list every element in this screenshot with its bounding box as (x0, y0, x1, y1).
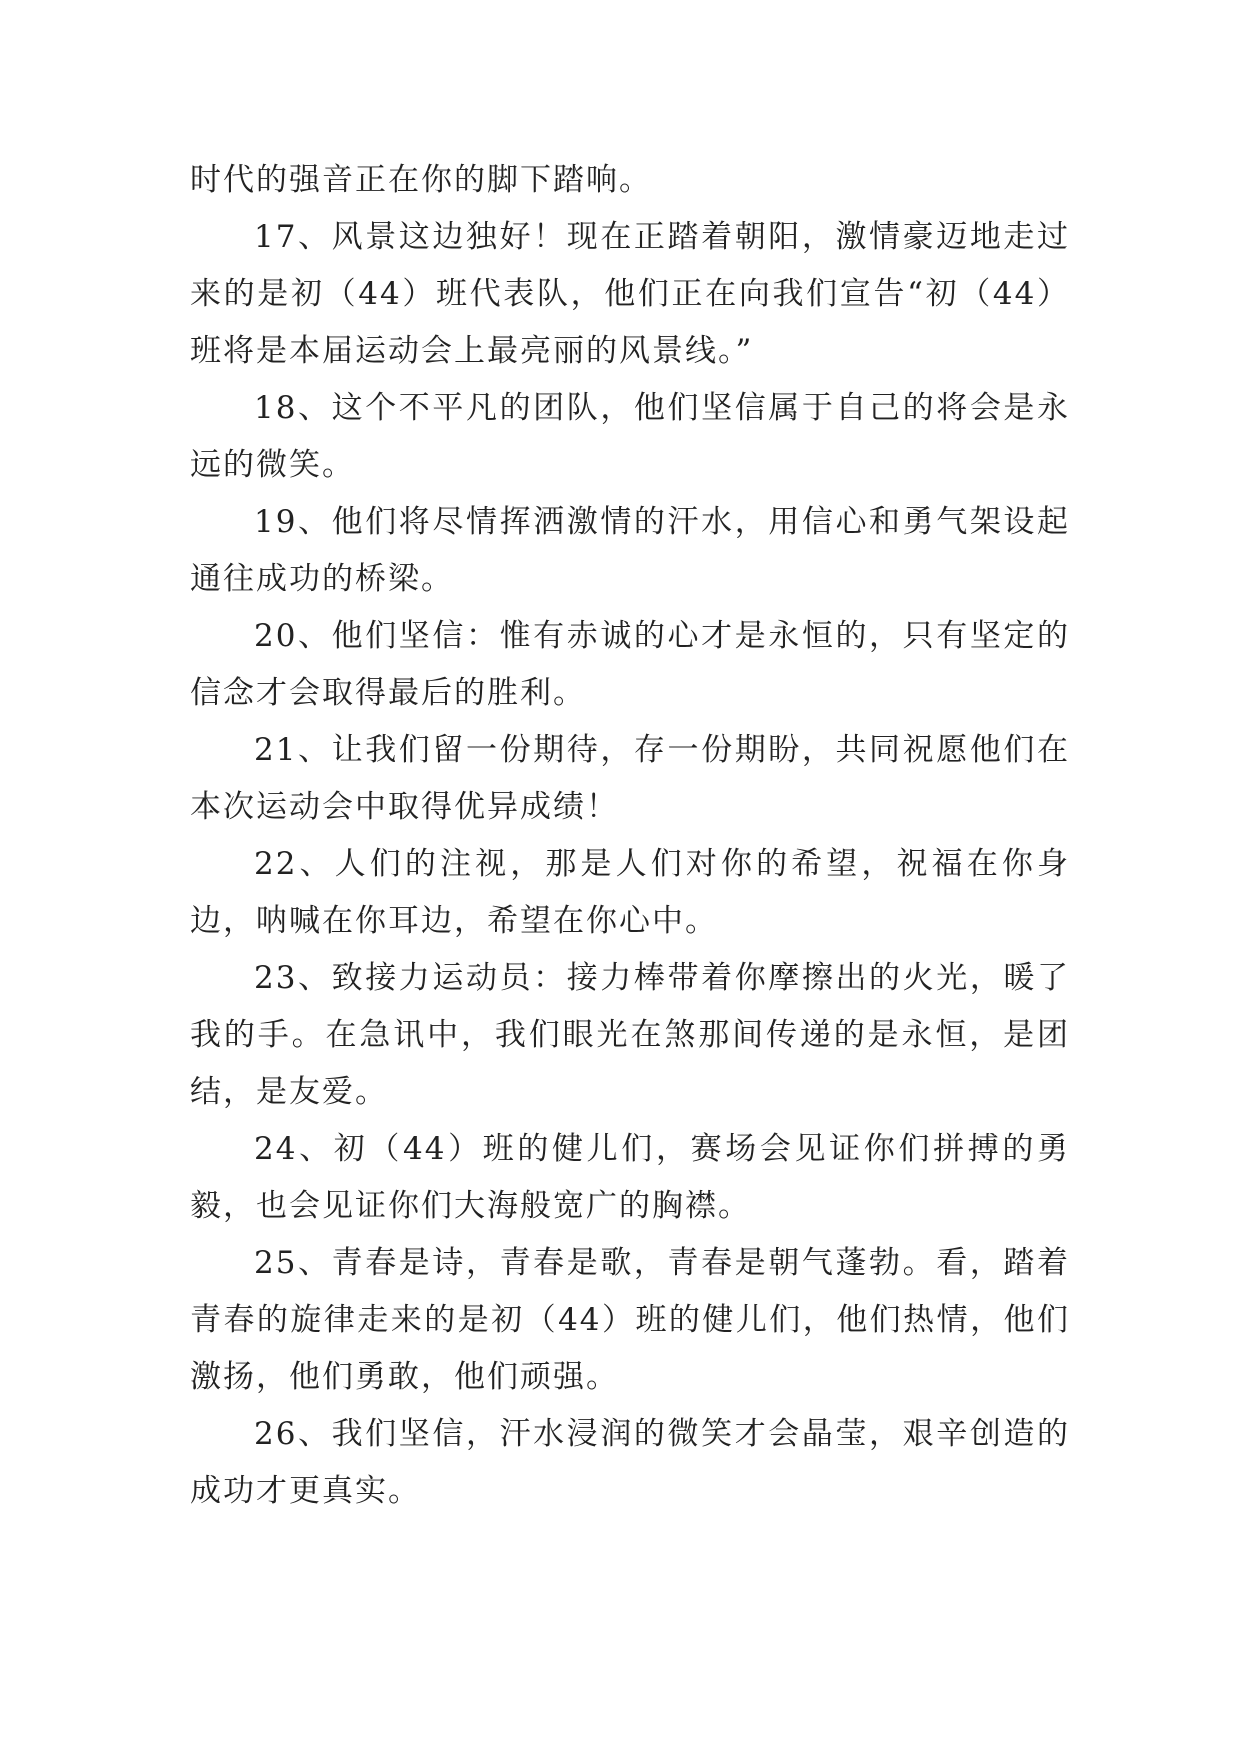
paragraph-item-25: 25、青春是诗，青春是歌，青春是朝气蓬勃。看，踏着青春的旋律走来的是初（44）班的健儿们，他们热情，他们激扬，他们勇敢，他们顽强。 (190, 1245, 1070, 1395)
paragraph-item-21: 21、让我们留一份期待，存一份期盼，共同祝愿他们在本次运动会中取得优异成绩！ (190, 732, 1070, 825)
paragraph-item-20: 20、他们坚信：惟有赤诚的心才是永恒的，只有坚定的信念才会取得最后的胜利。 (190, 618, 1070, 711)
paragraph-item-26: 26、我们坚信，汗水浸润的微笑才会晶莹，艰辛创造的成功才更真实。 (190, 1416, 1070, 1509)
document-body (190, 152, 1070, 1520)
paragraph-item-17: 17、风景这边独好！现在正踏着朝阳，激情豪迈地走过来的是初（44）班代表队，他们正在向我们宣告“初（44）班将是本届运动会上最亮丽的风景线。” (190, 219, 1070, 369)
paragraph-item-23: 23、致接力运动员：接力棒带着你摩擦出的火光，暖了我的手。在急讯中，我们眼光在煞那间传递的是永恒，是团结，是友爱。 (190, 960, 1070, 1110)
paragraph-item-22: 22、人们的注视，那是人们对你的希望，祝福在你身边，呐喊在你耳边，希望在你心中。 (190, 846, 1070, 939)
paragraph-item-19: 19、他们将尽情挥洒激情的汗水，用信心和勇气架设起通往成功的桥梁。 (190, 504, 1070, 597)
paragraph-item-24: 24、初（44）班的健儿们，赛场会见证你们拼搏的勇毅，也会见证你们大海般宽广的胸襟。 (190, 1131, 1070, 1224)
paragraph-continuation: 时代的强音正在你的脚下踏响。 (190, 162, 652, 198)
paragraph-item-18: 18、这个不平凡的团队，他们坚信属于自己的将会是永远的微笑。 (190, 390, 1070, 483)
